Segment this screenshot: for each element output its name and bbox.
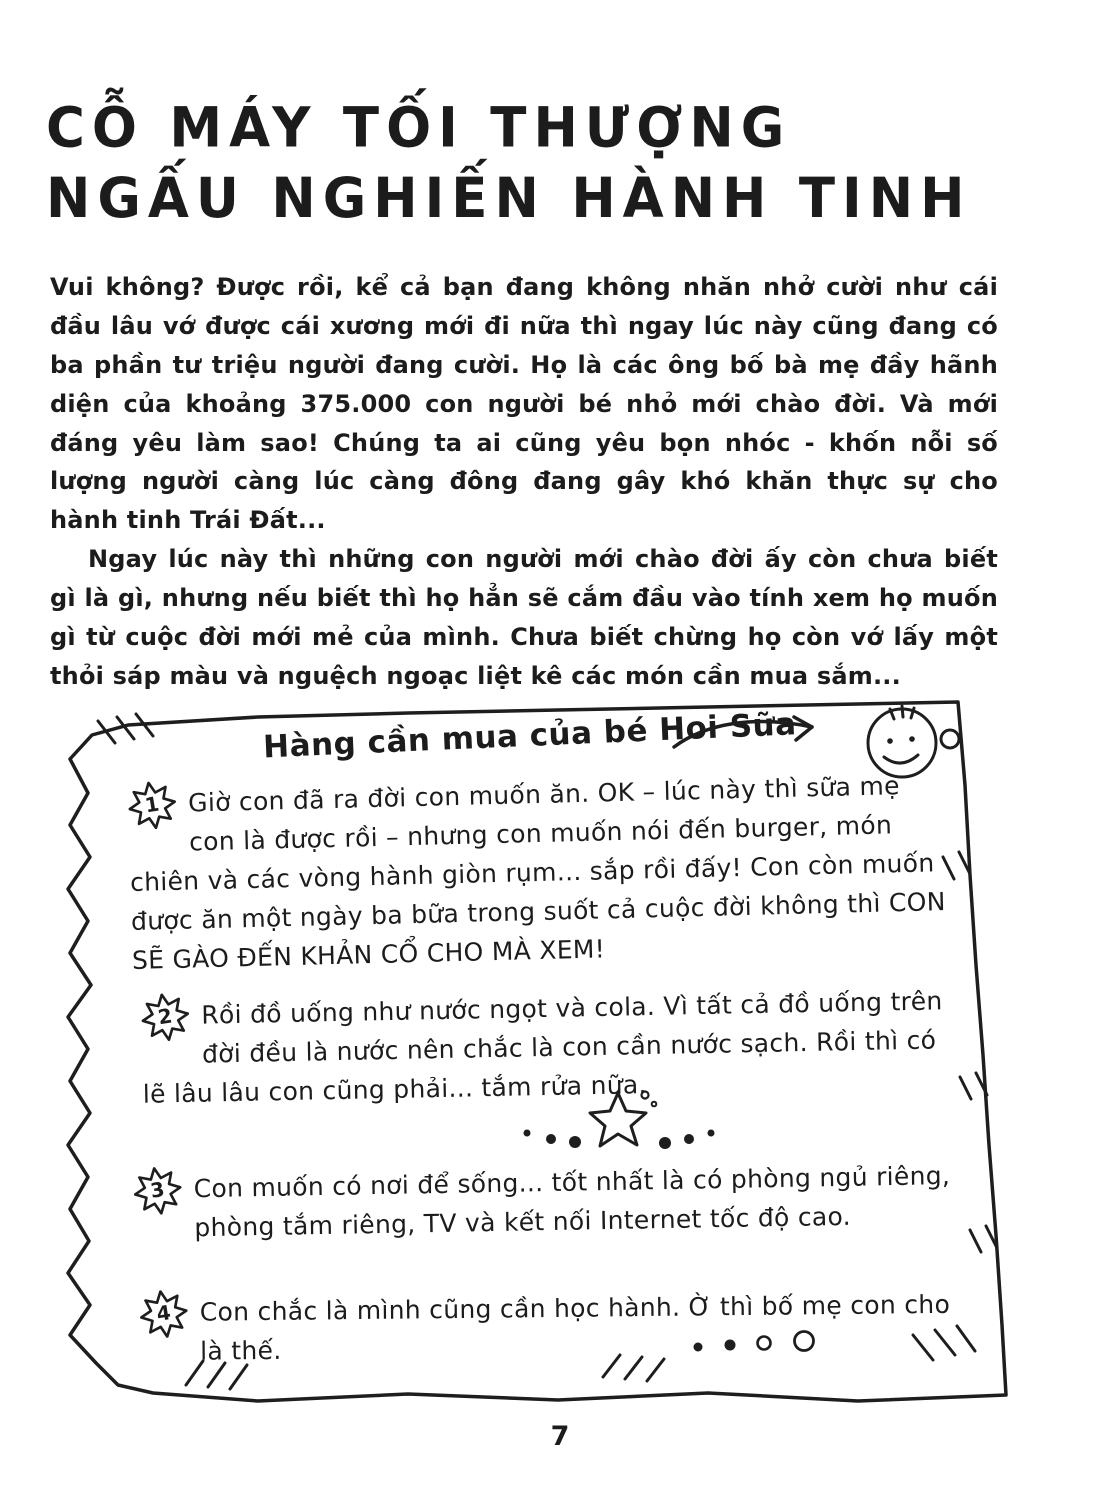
star-number-badge — [125, 778, 180, 833]
item-number: 1 — [143, 791, 162, 818]
star-number-badge — [138, 990, 193, 1045]
paragraph: Ngay lúc này thì những con người mới chào đời ấy còn chưa biết gì là gì, nhưng nếu biết thì họ hẳn sẽ cắm đầu vào tính xem họ muốn gì từ cuộc đời mới mẻ của mình. Chưa biết chừng họ còn vớ lấy một thỏi sáp màu và nguệch ngoạc liệt kê các món cần mua sắm... — [50, 545, 998, 690]
list-item — [128, 765, 949, 980]
dots-doodle-icon — [686, 1325, 846, 1361]
star-number-badge — [130, 1163, 185, 1218]
list-item-text: Rồi đồ uống như nước ngọt và cola. Vì tất cả đồ uống trên đời đều là nước nên chắc là con cần nước sạch. Rồi thì có lẽ lâu lâu con cũng phải... tắm rửa nữa. — [142, 986, 943, 1109]
list-title: Hàng cần mua của bé Hoi Sữa — [262, 706, 798, 766]
item-number: 3 — [148, 1177, 167, 1204]
paragraph: Vui không? Được rồi, kể cả bạn đang không nhăn nhở cười như cái đầu lâu vớ được cái xương mới đi nữa thì ngay lúc này cũng đang có ba phần tư triệu người đang cười. Họ là các ông bố bà mẹ đầy hãnh diện của khoảng 375.000 con người bé nhỏ mới chào đời. Và mới đáng yêu làm sao! Chúng ta ai cũng yêu bọn nhóc - khốn nỗi số lượng người càng lúc càng đông đang gây khó khăn thực sự cho hành tinh Trái Đất... — [50, 273, 998, 535]
item-number: 2 — [156, 1003, 175, 1030]
list-item-text: Giờ con đã ra đời con muốn ăn. OK – lúc này thì sữa mẹ con là được rồi – nhưng con muốn nói đến burger, món chiên và các vòng hành giòn rụm... sắp rồi đấy! Con còn muốn được ăn một ngày ba bữa trong suốt cả cuộc đời không thì CON SẼ GÀO ĐẾN KHẢN CỔ CHO MÀ XEM! — [129, 771, 946, 975]
star-number-badge — [137, 1287, 192, 1342]
chapter-title-line1: CỖ MÁY TỐI THƯỢNG — [46, 96, 792, 160]
list-item-text: Con muốn có nơi để sống... tốt nhất là có phòng ngủ riêng, phòng tắm riêng, TV và kết nối Internet tốc độ cao. — [193, 1161, 951, 1243]
starfish-icon — [513, 1083, 743, 1161]
page-number: 7 — [550, 1421, 570, 1452]
chapter-title-line2: NGẤU NGHIẾN HÀNH TINH — [46, 166, 972, 231]
shopping-list-box — [58, 695, 1010, 1410]
arrow-right-icon — [670, 709, 830, 757]
list-item — [133, 1156, 970, 1249]
item-number: 4 — [154, 1300, 173, 1327]
list-item-text: Con chắc là mình cũng cần học hành. Ờ thì bố mẹ con cho là thế. — [199, 1289, 951, 1366]
body-text — [50, 268, 998, 696]
chapter-title — [46, 93, 1066, 234]
